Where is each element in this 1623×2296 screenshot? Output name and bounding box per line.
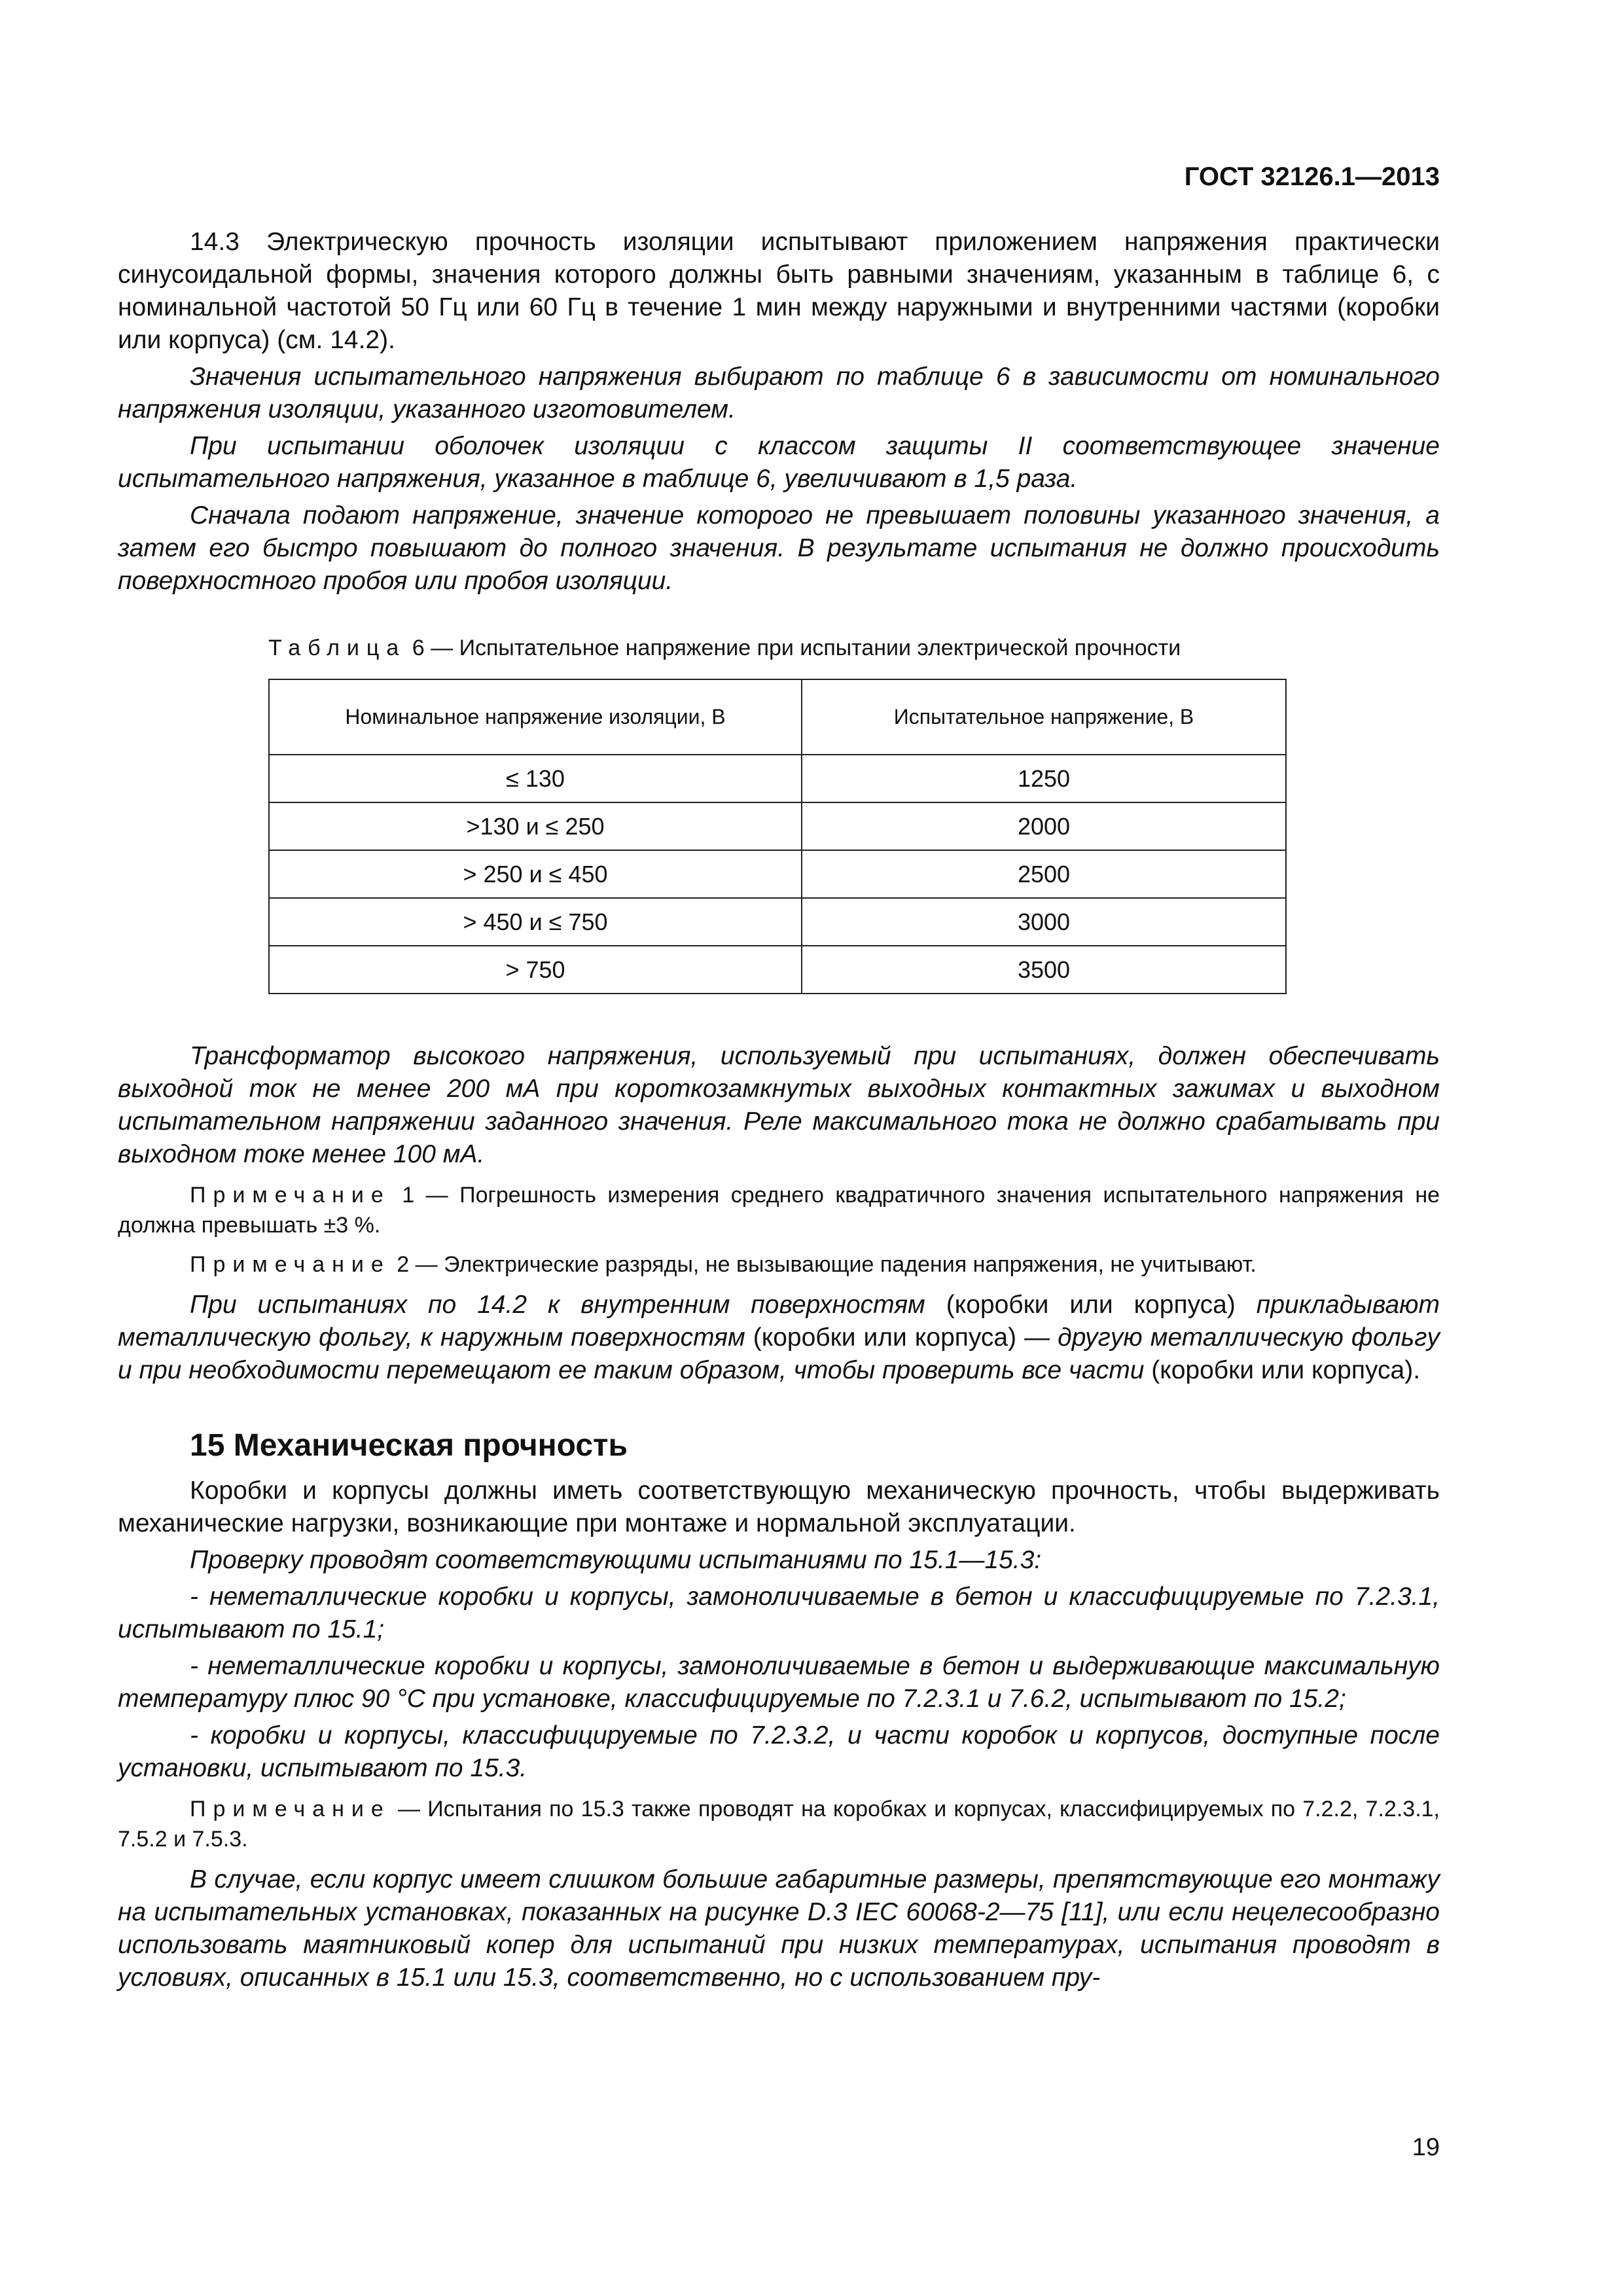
table-row — [269, 802, 1286, 850]
nominal-voltage-cell: ≤ 130 — [269, 755, 802, 802]
header-test-voltage: Испытательное напряжение, В — [802, 679, 1286, 755]
paragraph-transformer: Трансформатор высокого напряжения, используемый при испытаниях, должен обеспечивать выходной ток не менее 200 мА при короткозамкнутых выходных контактных зажимах и выходном испытательном напряжении заданного значения. Реле максимального тока не должно срабатывать при выходном токе менее 100 мА. — [118, 1042, 1440, 1168]
page-number: 19 — [1412, 2134, 1440, 2161]
paragraph-voltage-application: Сначала подают напряжение, значение которого не превышает половины указанного значения, а затем его быстро повышают до полного значения. В результате испытания не должно происходить поверхностного пробоя или пробоя изоляции. — [118, 501, 1440, 595]
nominal-voltage-cell: > 450 и ≤ 750 — [269, 898, 802, 946]
paragraph-class-ii: При испытании оболочек изоляции с классом защиты II соответствующее значение испытательного напряжения, указанное в таблице 6, увеличивают в 1,5 раза. — [118, 432, 1440, 493]
note-text: — Испытания по 15.3 также проводят на коробках и корпусах, классифицируемых по 7.2.2, 7.2.3.1, 7.5.2 и 7.5.3. — [118, 1797, 1440, 1852]
table-row — [269, 946, 1286, 994]
list-item: - коробки и корпусы, классифицируемые по 7.2.3.2, и части коробок и корпусов, доступные после установки, испытывают по 15.3. — [118, 1721, 1440, 1782]
test-voltage-cell: 2500 — [802, 850, 1286, 898]
page-body — [118, 226, 1440, 1994]
note-2 — [118, 1249, 1440, 1280]
table-row — [269, 850, 1286, 898]
table-caption-label: Таблица — [268, 636, 406, 660]
list-item: - неметаллические коробки и корпусы, замоноличиваемые в бетон и выдерживающие максимальную температуру плюс 90 °С при установке, классифицируемые по 7.2.3.1 и 7.6.2, испытывают по 15.2; — [118, 1652, 1440, 1713]
test-voltage-table — [268, 679, 1287, 994]
table-row — [269, 898, 1286, 946]
nominal-voltage-cell: > 250 и ≤ 450 — [269, 850, 802, 898]
paragraph-large-enclosure: В случае, если корпус имеет слишком большие габаритные размеры, препятствующие его монтажу на испытательных установках, показанных на рисунке D.3 IEC 60068-2—75 [11], или если нецелесообразно использовать маятниковый копер для испытаний при низких температурах, испытания проводят в условиях, описанных в 15.1 или 15.3, соответственно, но с использованием пру- — [118, 1865, 1440, 1992]
table-row — [269, 755, 1286, 802]
paragraph-14-3: 14.3 Электрическую прочность изоляции испытывают приложением напряжения практически синусоидальной формы, значения которого должны быть равными значениям, указанным в таблице 6, с номинальной частотой 50 Гц или 60 Гц в течение 1 мин между наружными и внутренними частями (коробки или корпуса) (см. 14.2). — [118, 228, 1440, 354]
test-voltage-cell: 3000 — [802, 898, 1286, 946]
table-caption-text: 6 — Испытательное напряжение при испытании электрической прочности — [412, 636, 1181, 660]
paragraph-test-voltage-selection: Значения испытательного напряжения выбирают по таблице 6 в зависимости от номинального напряжения изоляции, указанного изготовителем. — [118, 363, 1440, 423]
list-item: - неметаллические коробки и корпусы, замоноличиваемые в бетон и классифицируемые по 7.2.3.1, испытывают по 15.1; — [118, 1583, 1440, 1643]
header-nominal-voltage: Номинальное напряжение изоляции, В — [269, 679, 802, 755]
note-1-text: 1 — Погрешность измерения среднего квадратичного значения испытательного напряжения не должна превышать ±3 %. — [118, 1183, 1440, 1238]
nominal-voltage-cell: > 750 — [269, 946, 802, 994]
note-label: Примечание — [190, 1797, 391, 1821]
note-2-label: Примечание — [190, 1252, 391, 1277]
table-caption — [268, 634, 1440, 662]
table-header-row — [269, 679, 1286, 755]
paragraph-foil: При испытаниях по 14.2 к внутренним поверхностям (коробки или корпуса) прикладывают металлическую фольгу, к наружным поверхностям (коробки или корпуса) — другую металлическую фольгу и при необходимости перемещают ее таким образом, чтобы проверить все части (коробки или корпуса). — [118, 1291, 1440, 1384]
note-1 — [118, 1180, 1440, 1240]
note-2-text: 2 — Электрические разряды, не вызывающие падения напряжения, не учитывают. — [397, 1252, 1257, 1277]
test-voltage-cell: 3500 — [802, 946, 1286, 994]
paragraph-verification: Проверку проводят соответствующими испытаниями по 15.1—15.3: — [190, 1546, 1042, 1574]
nominal-voltage-cell: >130 и ≤ 250 — [269, 802, 802, 850]
test-voltage-cell: 2000 — [802, 802, 1286, 850]
test-voltage-cell: 1250 — [802, 755, 1286, 802]
document-code: ГОСТ 32126.1—2013 — [1184, 162, 1440, 191]
note-section-15 — [118, 1794, 1440, 1854]
note-1-label: Примечание — [190, 1183, 391, 1208]
section-15-heading: 15 Механическая прочность — [190, 1428, 628, 1463]
paragraph-mechanical-strength: Коробки и корпусы должны иметь соответствующую механическую прочность, чтобы выдерживать механические нагрузки, возникающие при монтаже и нормальной эксплуатации. — [118, 1477, 1440, 1537]
